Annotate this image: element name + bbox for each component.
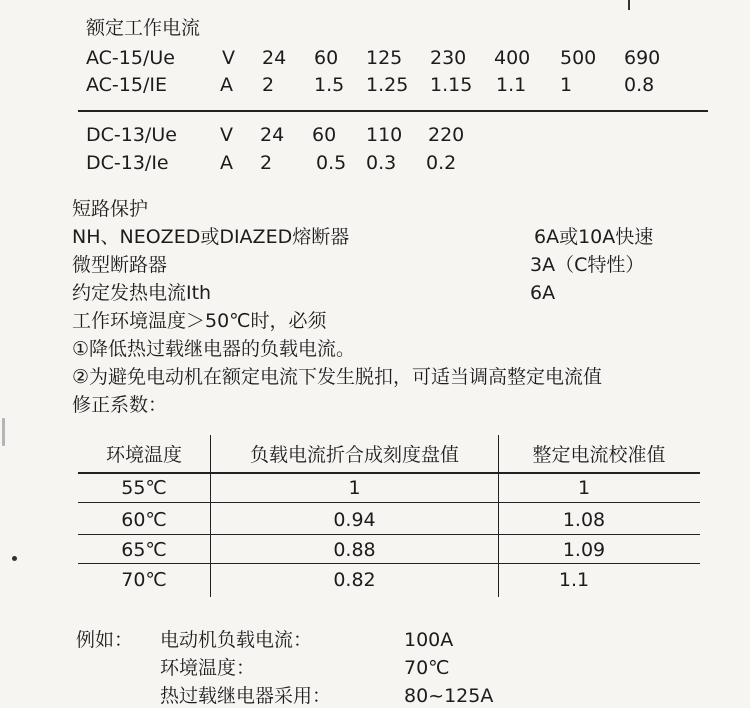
scan-speck — [2, 418, 5, 446]
protection-value: 6A — [530, 282, 556, 304]
correction-factor-heading: 修正系数： — [72, 394, 168, 416]
header-rule — [78, 472, 700, 474]
protection-value: 3A（C特性） — [530, 254, 645, 276]
row-unit: A — [220, 152, 233, 174]
dial-value-cell: 0.94 — [333, 509, 376, 531]
value-cell: 0.8 — [624, 74, 655, 96]
value-cell: 24 — [260, 124, 285, 146]
protection-heading: 短路保护 — [72, 198, 149, 220]
dial-value-cell: 1 — [348, 477, 361, 499]
value-cell: 0.3 — [366, 152, 397, 174]
value-cell: 690 — [624, 47, 661, 69]
note-line: ②为避免电动机在额定电流下发生脱扣，可适当调高整定电流值 — [72, 366, 603, 388]
temperature-cell: 65℃ — [121, 539, 167, 561]
value-cell: 400 — [494, 47, 531, 69]
example-label: 环境温度： — [160, 657, 256, 679]
calibration-value-cell: 1.08 — [562, 509, 606, 531]
section-divider — [78, 110, 708, 112]
value-cell: 220 — [428, 124, 465, 146]
value-cell: 1.5 — [314, 74, 345, 96]
value-cell: 1.1 — [496, 74, 527, 96]
value-cell: 0.2 — [426, 152, 457, 174]
protection-label: NH、NEOZED或DIAZED熔断器 — [72, 226, 350, 248]
row-unit: V — [220, 124, 233, 146]
top-tick-mark — [628, 0, 630, 10]
value-cell: 60 — [314, 47, 339, 69]
table-header-cell: 负载电流折合成刻度盘值 — [249, 444, 459, 466]
temperature-cell: 70℃ — [121, 569, 167, 591]
protection-label: 微型断路器 — [72, 254, 168, 276]
note-line: ①降低热过载继电器的负载电流。 — [72, 338, 356, 360]
row-label: DC-13/Ue — [86, 124, 177, 146]
value-cell: 110 — [366, 124, 403, 146]
protection-label: 约定发热电流Ith — [72, 282, 212, 304]
note-line: 工作环境温度＞50℃时，必须 — [72, 310, 327, 332]
value-cell: 230 — [430, 47, 467, 69]
value-cell: 60 — [312, 124, 337, 146]
value-cell: 500 — [560, 47, 597, 69]
calibration-value-cell: 1 — [577, 477, 591, 499]
row-unit: V — [222, 47, 235, 69]
dial-value-cell: 0.88 — [333, 539, 376, 561]
example-value: 80~125A — [404, 685, 494, 707]
row-rule — [78, 563, 700, 564]
example-label: 电动机负载电流： — [160, 629, 313, 651]
example-value: 100A — [404, 629, 454, 651]
row-rule — [78, 534, 700, 535]
value-cell: 125 — [366, 47, 403, 69]
row-rule — [78, 502, 700, 503]
table-header-cell: 环境温度 — [105, 444, 182, 466]
row-unit: A — [220, 74, 233, 96]
row-label: AC-15/IE — [86, 74, 167, 96]
example-prefix: 例如： — [76, 629, 134, 651]
protection-value: 6A或10A快速 — [534, 226, 654, 248]
value-cell: 0.5 — [316, 152, 347, 174]
value-cell: 1.25 — [366, 74, 409, 96]
value-cell: 2 — [260, 152, 273, 174]
temperature-cell: 55℃ — [121, 477, 167, 499]
scan-speck — [12, 556, 17, 561]
value-cell: 24 — [262, 47, 287, 69]
value-cell: 1.15 — [430, 74, 473, 96]
row-label: DC-13/Ie — [86, 152, 169, 174]
value-cell: 1 — [560, 74, 573, 96]
example-value: 70℃ — [404, 657, 450, 679]
row-label: AC-15/Ue — [86, 47, 175, 69]
temperature-cell: 60℃ — [121, 509, 167, 531]
calibration-value-cell: 1.09 — [562, 539, 606, 561]
example-label: 热过载继电器采用： — [160, 685, 332, 707]
table-header-cell: 整定电流校准值 — [532, 444, 666, 466]
rated-current-heading: 额定工作电流 — [86, 17, 201, 39]
calibration-value-cell: 1.1 — [558, 569, 590, 591]
dial-value-cell: 0.82 — [333, 569, 376, 591]
value-cell: 2 — [262, 74, 275, 96]
